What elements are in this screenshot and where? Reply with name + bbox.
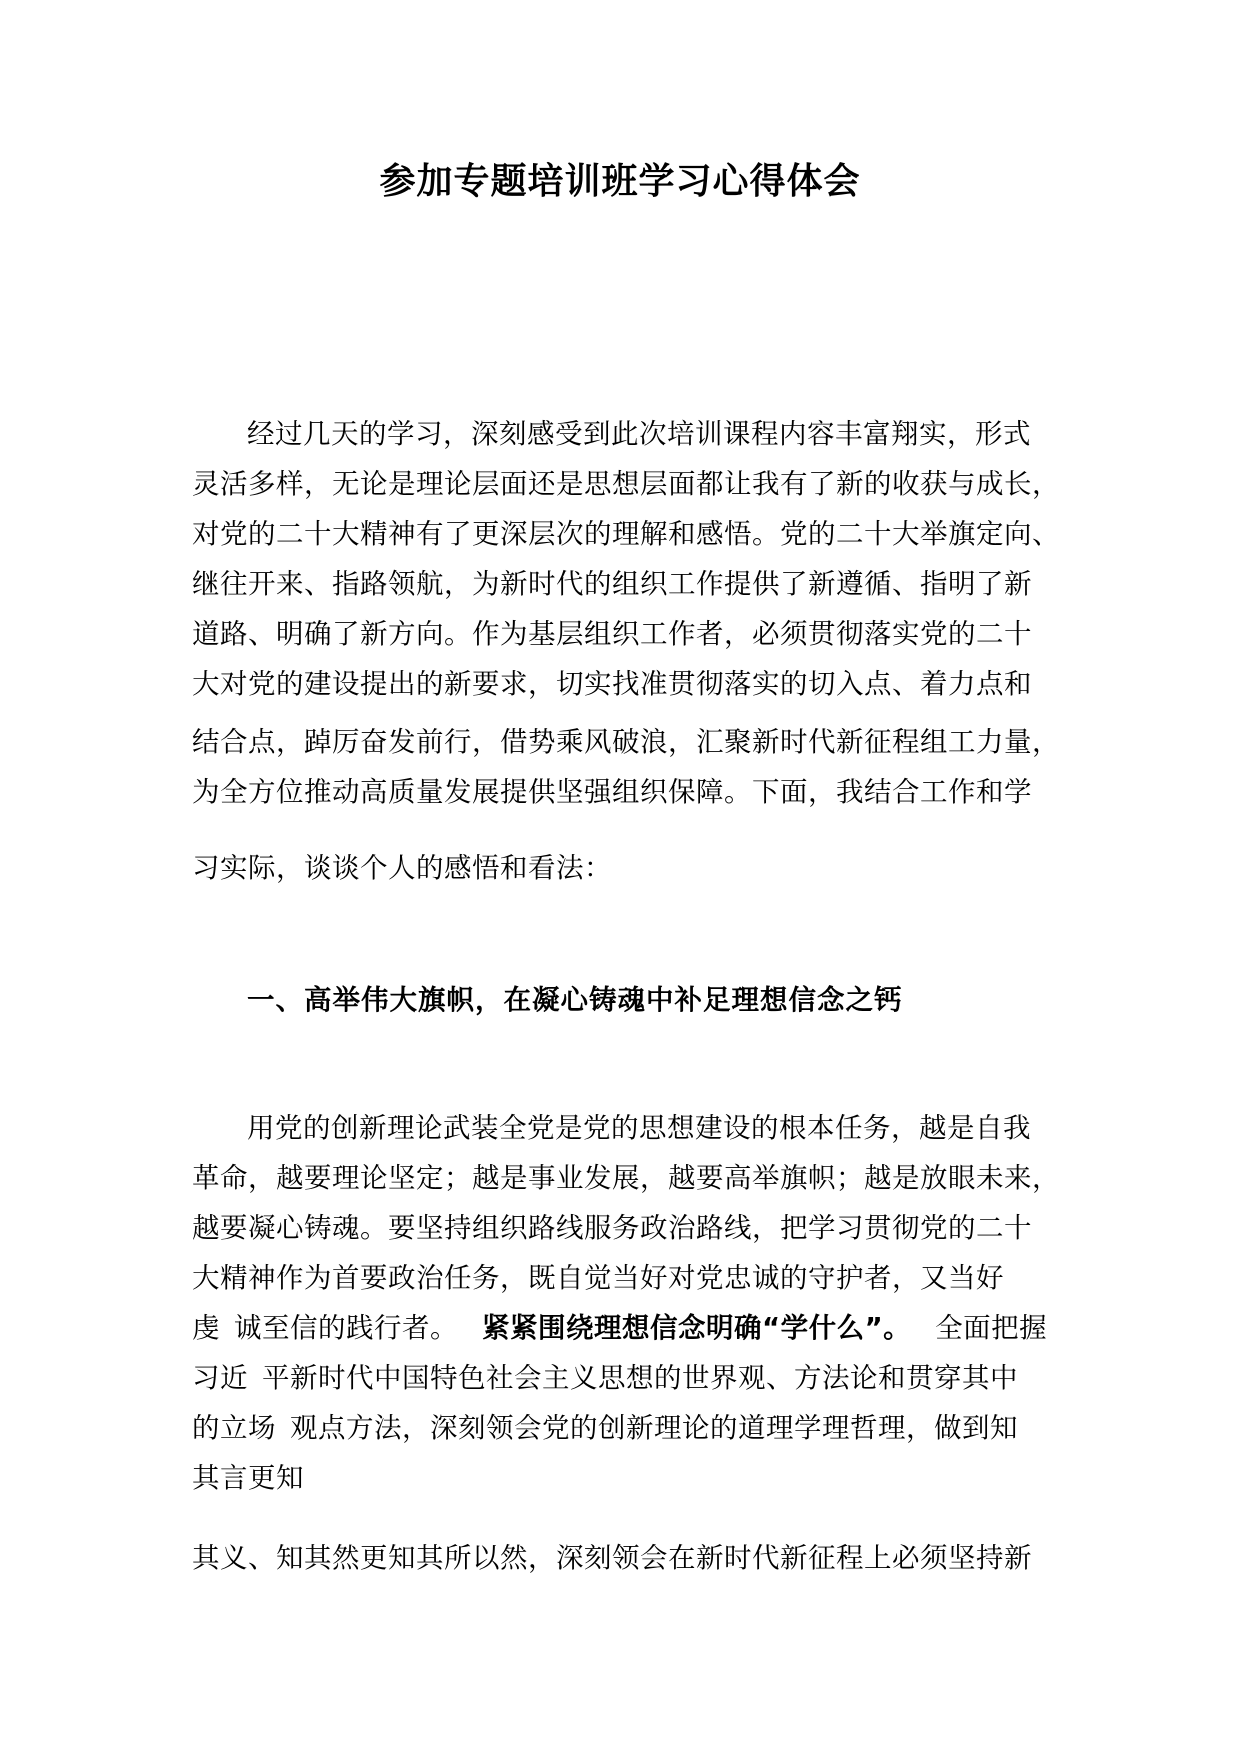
intro-line-7: 结合点，踔厉奋发前行，借势乘风破浪，汇聚新时代新征程组工力量， — [192, 726, 1060, 758]
line-6-part-2: 平新时代中国特色社会主义思想的世界观、方法论和贯穿其中 — [262, 1362, 1018, 1394]
section-1-line-1: 用党的创新理论武装全党是党的思想建设的根本任务，越是自我 — [247, 1112, 1031, 1144]
section-1-line-5 — [192, 1308, 1047, 1348]
intro-line-8: 为全方位推动高质量发展提供坚强组织保障。下面，我结合工作和学 — [192, 776, 1032, 808]
line-6-part-1: 习近 — [192, 1362, 248, 1394]
section-1-line-9: 其义、知其然更知其所以然，深刻领会在新时代新征程上必须坚持新 — [192, 1542, 1032, 1574]
section-1-line-7 — [192, 1408, 1018, 1448]
section-1-line-6 — [192, 1358, 1018, 1398]
section-1-line-4: 大精神作为首要政治任务，既自觉当好对党忠诚的守护者，又当好 — [192, 1262, 1004, 1294]
intro-line-6: 大对党的建设提出的新要求，切实找准贯彻落实的切入点、着力点和 — [192, 668, 1032, 700]
intro-line-1: 经过几天的学习，深刻感受到此次培训课程内容丰富翔实，形式 — [247, 418, 1031, 450]
line-5-part-3: 全面把握 — [935, 1312, 1048, 1344]
intro-line-2: 灵活多样，无论是理论层面还是思想层面都让我有了新的收获与成长， — [192, 468, 1060, 500]
section-1-line-3: 越要凝心铸魂。要坚持组织路线服务政治路线，把学习贯彻党的二十 — [192, 1212, 1032, 1244]
intro-line-3: 对党的二十大精神有了更深层次的理解和感悟。党的二十大举旗定向、 — [192, 518, 1060, 550]
section-1-line-8: 其言更知 — [192, 1462, 304, 1494]
line-5-part-2: 诚至信的践行者。 — [234, 1312, 458, 1344]
line-7-part-1: 的立场 — [192, 1412, 276, 1444]
section-1-heading: 一、高举伟大旗帜，在凝心铸魂中补足理想信念之钙 — [247, 984, 903, 1016]
intro-line-4: 继往开来、指路领航，为新时代的组织工作提供了新遵循、指明了新 — [192, 568, 1032, 600]
intro-line-5: 道路、明确了新方向。作为基层组织工作者，必须贯彻落实党的二十 — [192, 618, 1032, 650]
document-title: 参加专题培训班学习心得体会 — [379, 161, 861, 202]
section-1-line-2: 革命，越要理论坚定；越是事业发展，越要高举旗帜；越是放眼未来， — [192, 1162, 1060, 1194]
line-5-part-1: 虔 — [192, 1312, 220, 1344]
intro-line-9: 习实际，谈谈个人的感悟和看法： — [192, 852, 612, 884]
key-point-bold: 紧紧围绕理想信念明确“学什么”。 — [482, 1312, 912, 1344]
line-7-part-2: 观点方法，深刻领会党的创新理论的道理学理哲理，做到知 — [290, 1412, 1018, 1444]
